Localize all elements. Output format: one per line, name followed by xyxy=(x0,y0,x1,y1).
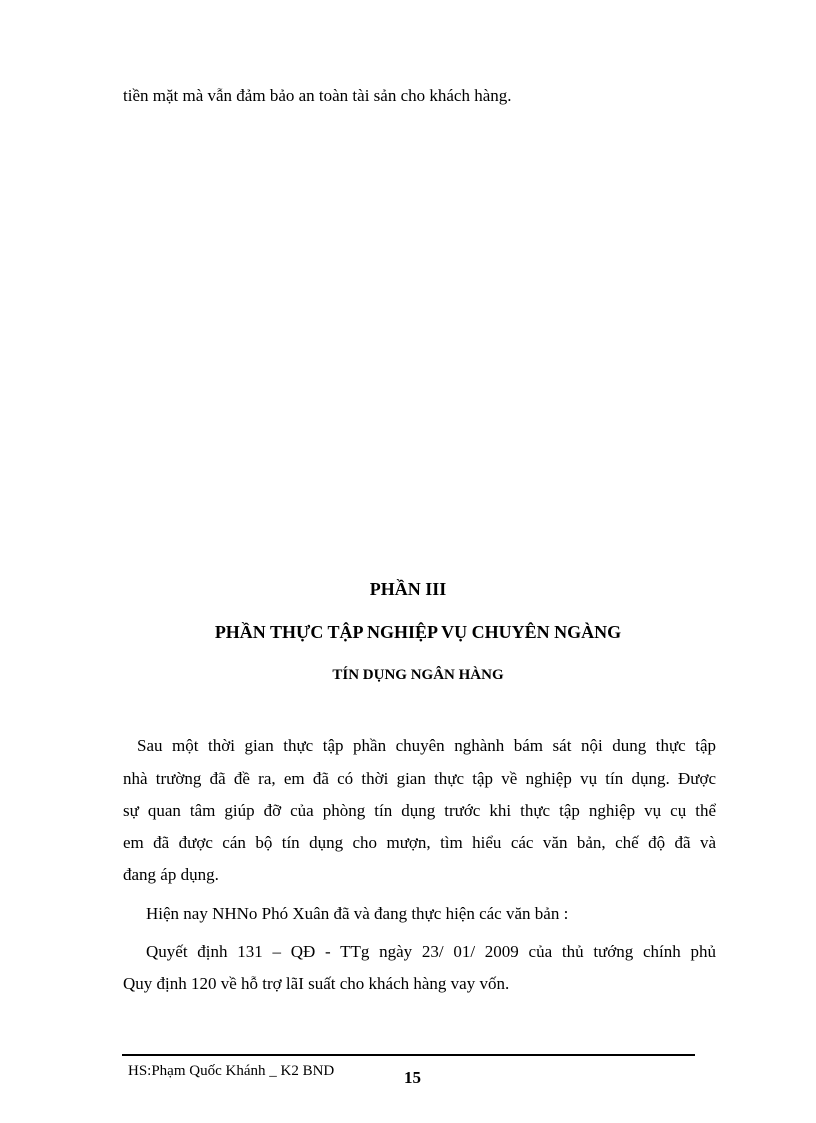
part-heading: PHẦN III xyxy=(369,579,447,599)
page-number: 15 xyxy=(404,1068,421,1087)
paragraph-line: nhà trường đã đề ra, em đã có thời gian thực tập về nghiệp vụ tín dụng. Được xyxy=(123,769,716,788)
top-continuation-text: tiền mặt mà vẫn đảm bảo an toàn tài sản cho khách hàng. xyxy=(123,86,512,105)
footer-author: HS:Phạm Quốc Khánh _ K2 BND xyxy=(128,1063,335,1079)
section-subtitle: TÍN DỤNG NGÂN HÀNG xyxy=(332,667,504,683)
paragraph-documents-intro: Hiện nay NHNo Phó Xuân đã và đang thực hiện các văn bản : xyxy=(146,904,569,923)
paragraph-line: Quy định 120 về hỗ trợ lãI suất cho khách hàng vay vốn. xyxy=(123,974,510,993)
footer-divider xyxy=(122,1054,695,1056)
paragraph-line: em đã được cán bộ tín dụng cho mượn, tìm hiểu các văn bản, chế độ đã và xyxy=(123,833,716,852)
section-title: PHẦN THỰC TẬP NGHIỆP VỤ CHUYÊN NGÀNG xyxy=(214,622,622,642)
paragraph-line: đang áp dụng. xyxy=(123,865,219,884)
paragraph-line: Quyết định 131 – QĐ - TTg ngày 23/ 01/ 2009 của thủ tướng chính phủ xyxy=(146,942,716,961)
paragraph-line: Sau một thời gian thực tập phần chuyên nghành bám sát nội dung thực tập xyxy=(137,736,716,755)
paragraph-line: sự quan tâm giúp đỡ của phòng tín dụng trước khi thực tập nghiệp vụ cụ thể xyxy=(123,801,716,820)
